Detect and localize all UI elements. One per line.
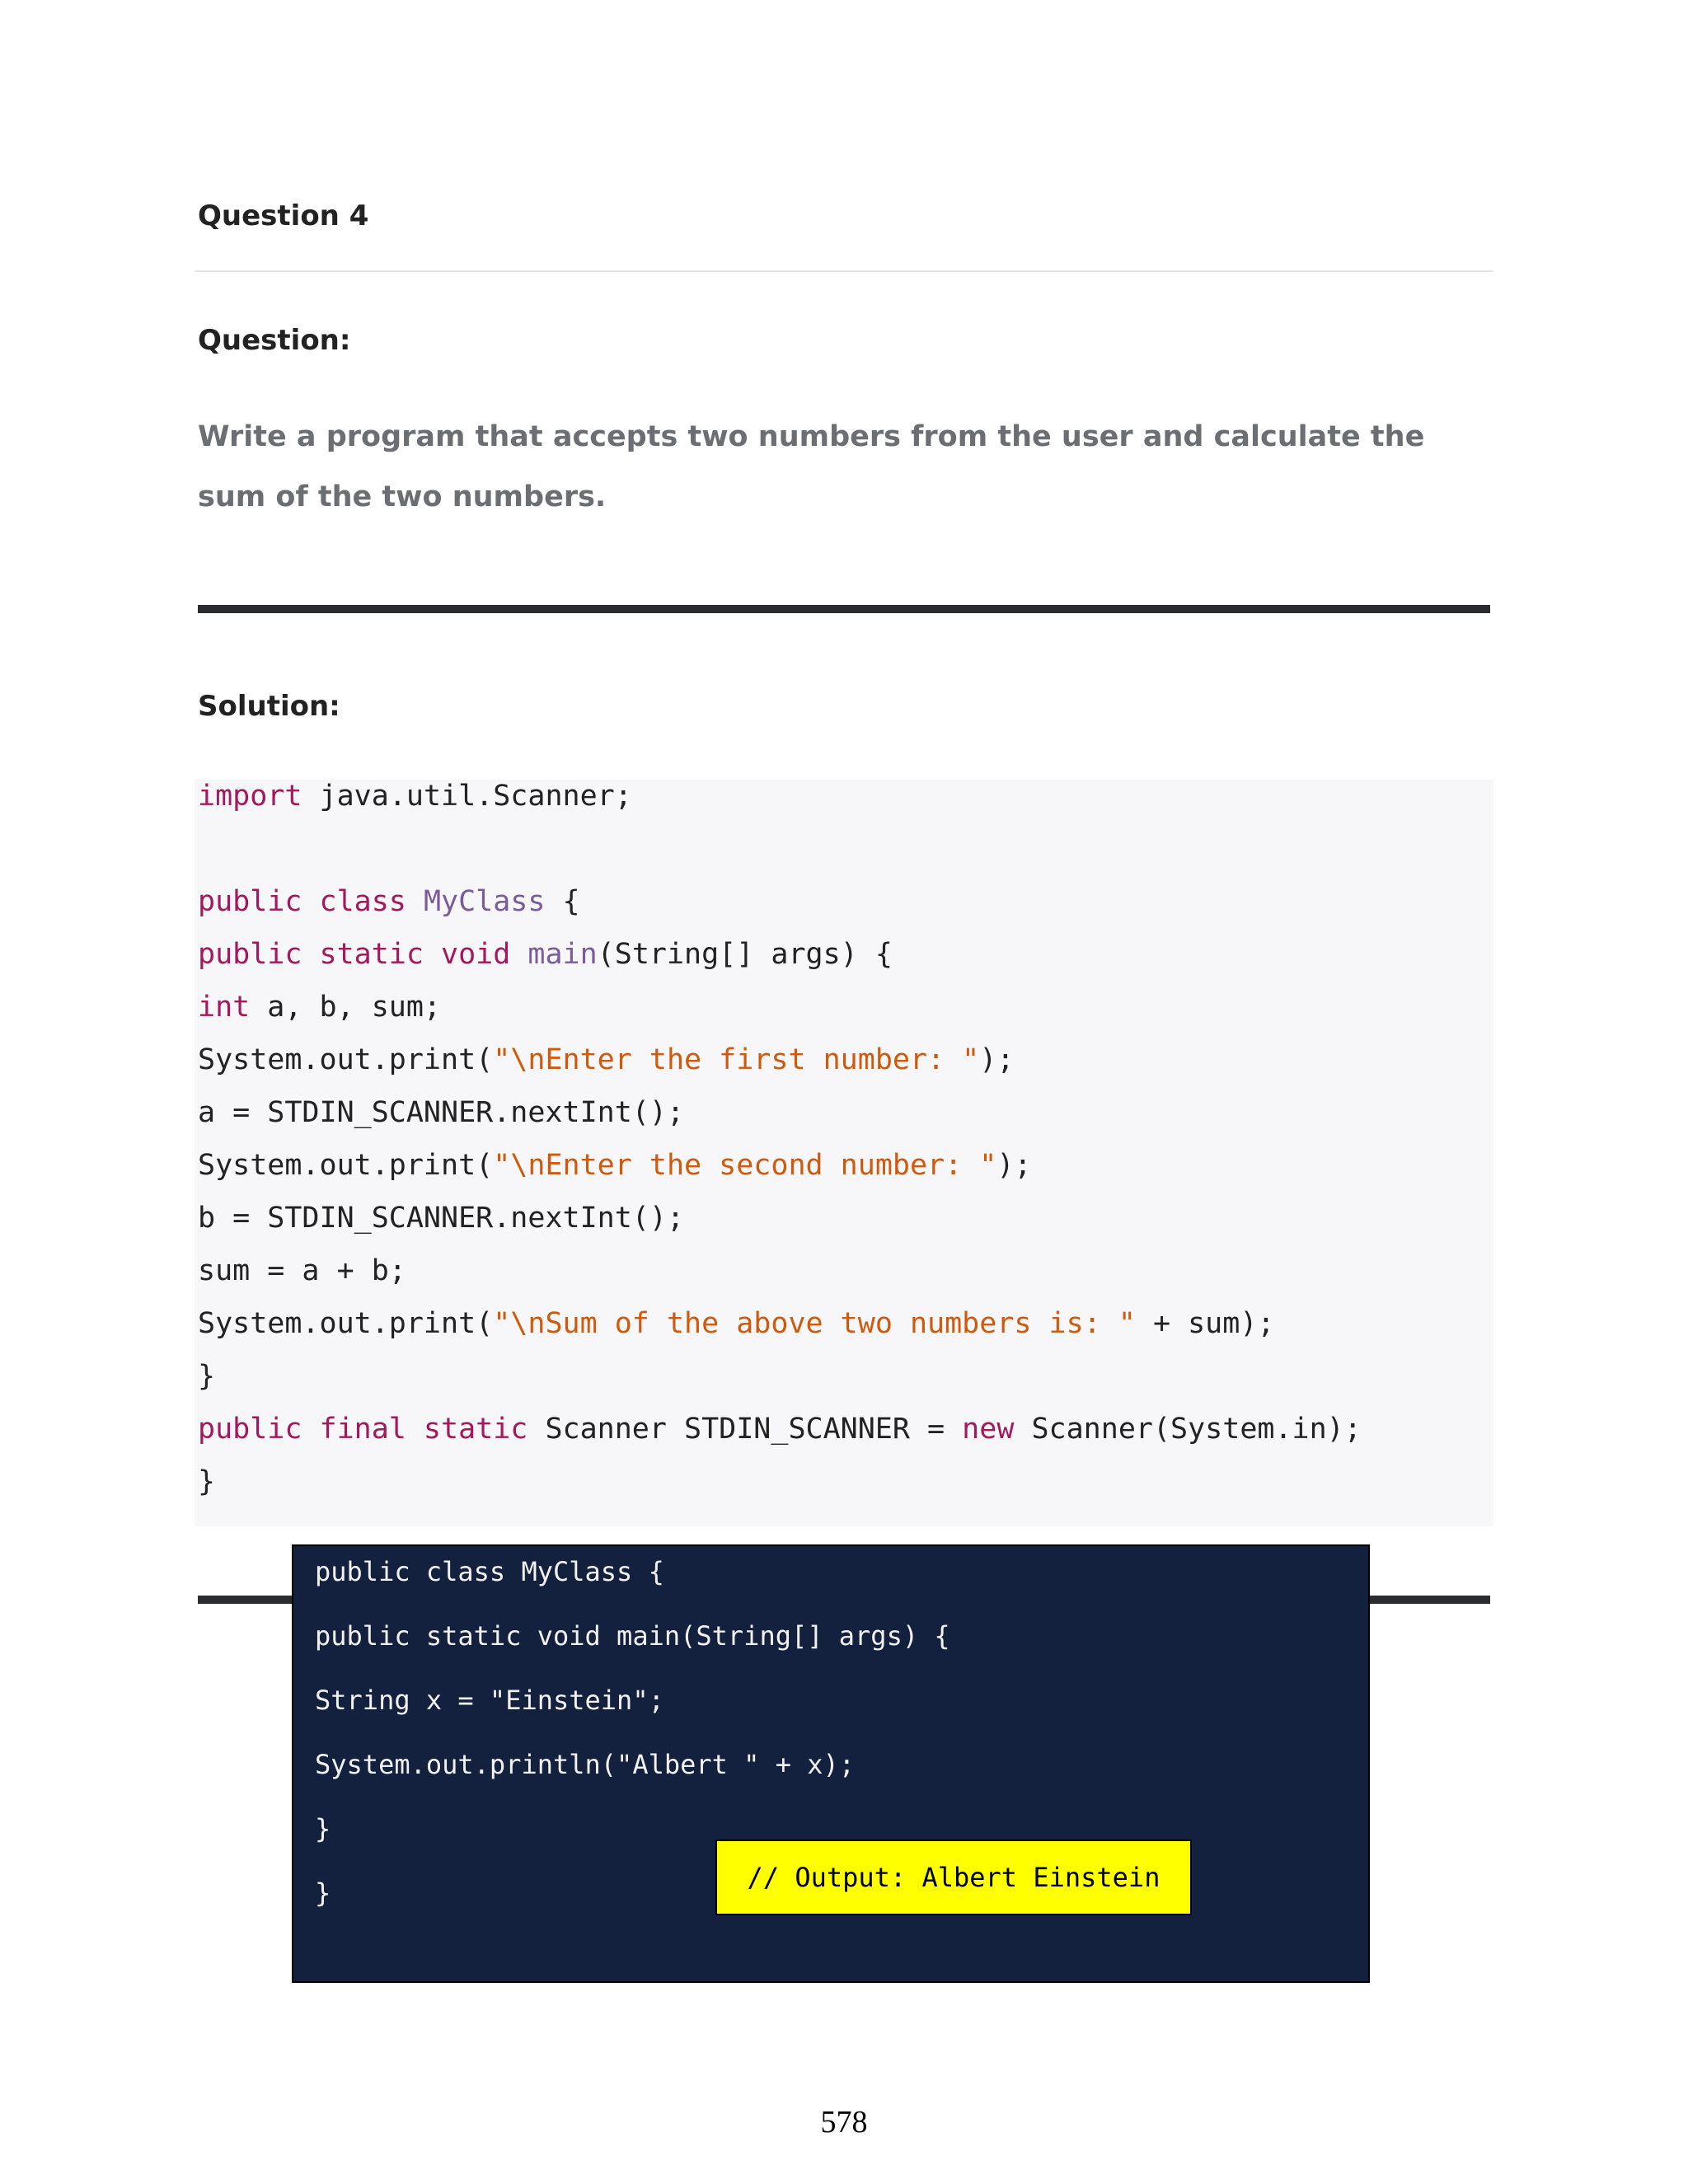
output-callout: // Output: Albert Einstein [715, 1840, 1192, 1915]
example-code-block [292, 1544, 1370, 1983]
example-line-2: public static void main(String[] args) { [315, 1620, 950, 1652]
code-line-1 [198, 780, 632, 813]
code-text: a, b, sum; [250, 991, 442, 1024]
code-text: ); [979, 1043, 1015, 1076]
code-line-6: a = STDIN_SCANNER.nextInt(); [198, 1096, 685, 1129]
example-line-6: } [315, 1877, 331, 1909]
code-text: System.out.print( [198, 1043, 494, 1076]
code-line-9: sum = a + b; [198, 1254, 406, 1287]
code-line-4 [198, 991, 441, 1024]
keyword: public final static [198, 1413, 528, 1446]
code-text: System.out.print( [198, 1307, 494, 1340]
code-line-13: } [198, 1465, 216, 1498]
code-line-12 [198, 1413, 1362, 1446]
question-label: Question: [198, 324, 351, 357]
code-line-11: } [198, 1360, 216, 1393]
code-line-10 [198, 1307, 1274, 1340]
code-text: System.out.print( [198, 1149, 494, 1182]
code-text: + sum); [1135, 1307, 1275, 1340]
string-literal: "\nEnter the second number: " [493, 1149, 997, 1182]
method-name: main [528, 938, 598, 971]
keyword: new [962, 1413, 1015, 1446]
string-literal: "\nSum of the above two numbers is: " [493, 1307, 1136, 1340]
code-text: { [545, 885, 580, 918]
section-divider [198, 605, 1490, 613]
code-text: java.util.Scanner; [302, 780, 632, 813]
code-line-5 [198, 1043, 1014, 1076]
code-text: Scanner STDIN_SCANNER = [528, 1413, 963, 1446]
code-line-8: b = STDIN_SCANNER.nextInt(); [198, 1202, 685, 1235]
code-text: (String[] args) { [597, 938, 893, 971]
question-heading: Question 4 [198, 199, 369, 232]
keyword: public class [198, 885, 406, 918]
example-line-1: public class MyClass { [315, 1556, 664, 1587]
code-line-2 [198, 885, 580, 918]
heading-divider [195, 270, 1493, 272]
string-literal: "\nEnter the first number: " [493, 1043, 980, 1076]
keyword: import [198, 780, 302, 813]
code-line-3 [198, 938, 893, 971]
page-number: 578 [820, 2105, 868, 2139]
solution-label: Solution: [198, 690, 340, 723]
example-line-3: String x = "Einstein"; [315, 1685, 664, 1716]
example-line-4: System.out.println("Albert " + x); [315, 1749, 856, 1780]
code-text: ); [996, 1149, 1032, 1182]
keyword: int [198, 991, 251, 1024]
class-name: MyClass [423, 885, 546, 918]
question-text: Write a program that accepts two numbers from the user and calculate the sum of the two numbers. [198, 420, 1425, 513]
code-line-7 [198, 1149, 1031, 1182]
code-block [195, 780, 1493, 1526]
code-text: Scanner(System.in); [1014, 1413, 1362, 1446]
keyword: public static void [198, 938, 511, 971]
example-line-5: } [315, 1813, 331, 1844]
